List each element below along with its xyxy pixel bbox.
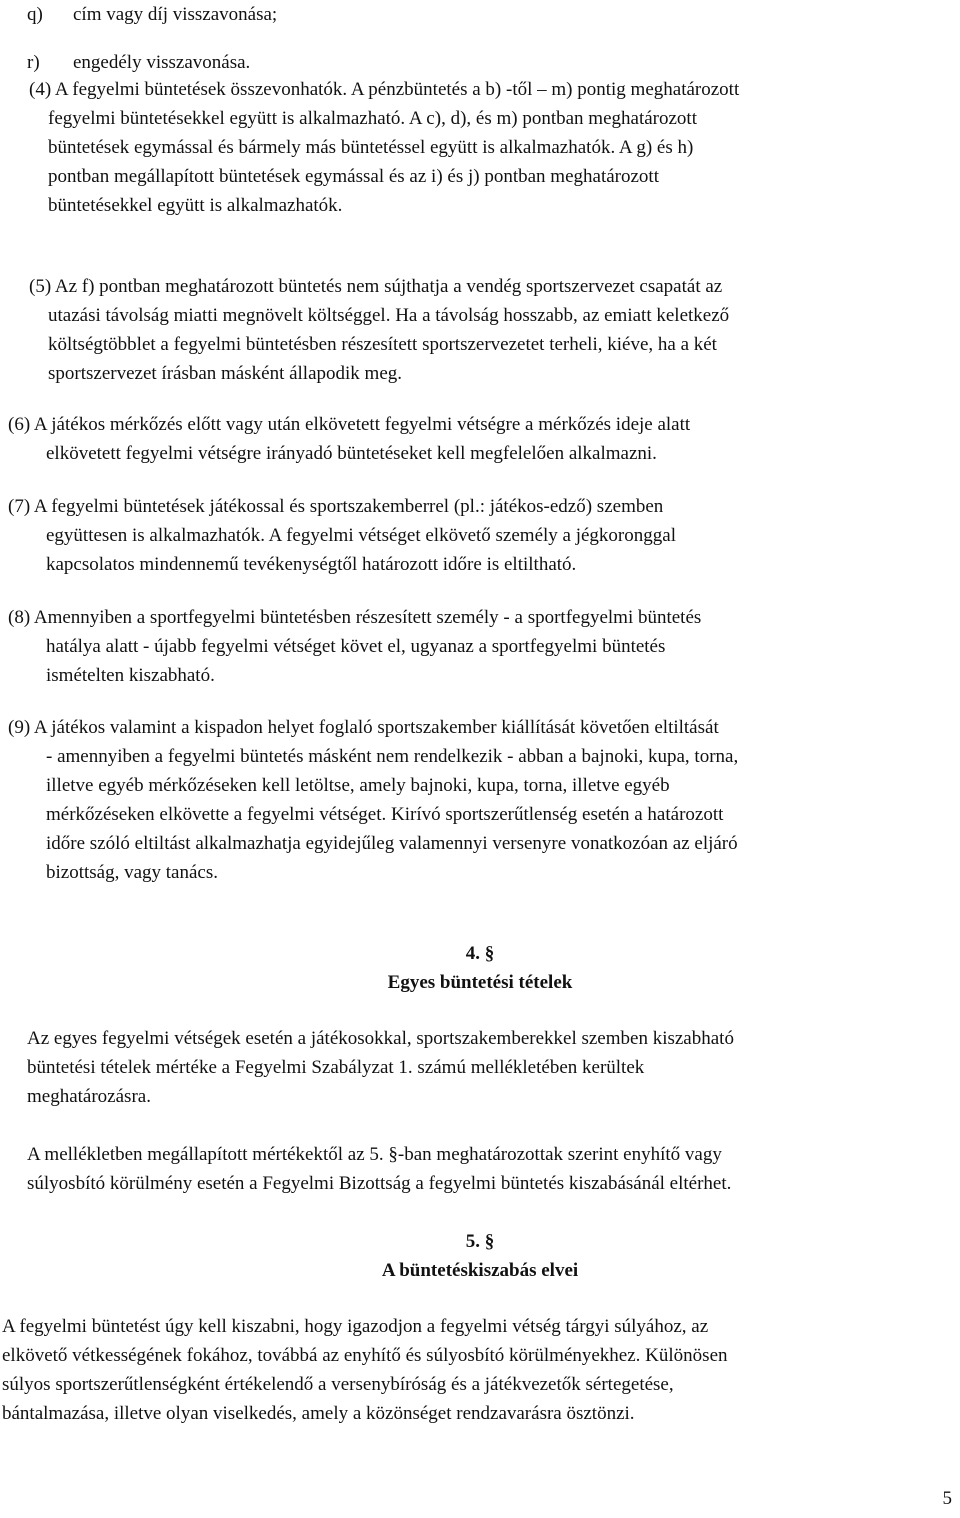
text-line: pontban megállapított büntetések egymással és az i) és j) pontban meghatározott xyxy=(48,166,659,187)
text-line: elkövető vétkességének fokához, továbbá az enyhítő és súlyosbító körülményekhez. Különösen xyxy=(2,1345,728,1366)
text-line: utazási távolság miatti megnövelt költséggel. Ha a távolság hosszabb, az emiatt keletkező xyxy=(48,305,730,326)
section-5-paragraph-1 xyxy=(2,1312,956,1428)
text-line: (7) A fegyelmi büntetések játékossal és sportszakemberrel (pl.: játékos-edző) szemben xyxy=(8,496,664,517)
text-line: súlyos sportszerűtlenségként értékelendő a versenybíróság és a játékvezetők sértegetése, xyxy=(2,1374,674,1395)
paragraph-4 xyxy=(29,75,957,220)
list-text: cím vagy díj visszavonása; xyxy=(73,4,278,25)
text-line: bántalmazása, illetve olyan viselkedés, amely a közönséget rendzavarásra ösztönzi. xyxy=(2,1403,635,1424)
section-title-4: Egyes büntetési tételek xyxy=(387,972,573,993)
text-line: elkövetett fegyelmi vétségre irányadó büntetéseket kell megfelelően alkalmazni. xyxy=(46,443,657,464)
paragraph-6 xyxy=(8,410,936,468)
paragraph-8 xyxy=(8,603,936,690)
text-line: büntetésekkel együtt is alkalmazhatók. xyxy=(48,195,343,216)
text-line: büntetések egymással és bármely más büntetéssel együtt is alkalmazhatók. A g) és h) xyxy=(48,137,694,158)
text-line: sportszervezet írásban másként állapodik meg. xyxy=(48,363,403,384)
paragraph-7 xyxy=(8,492,936,579)
section-number-5: 5. § xyxy=(465,1231,495,1252)
text-line: súlyosbító körülmény esetén a Fegyelmi Bizottság a fegyelmi büntetés kiszabásánál eltérhet. xyxy=(27,1173,732,1194)
text-line: (6) A játékos mérkőzés előtt vagy után elkövetett fegyelmi vétségre a mérkőzés ideje alatt xyxy=(8,414,691,435)
list-item-q xyxy=(27,0,927,29)
paragraph-5 xyxy=(29,272,957,388)
text-line: A fegyelmi büntetést úgy kell kiszabni, hogy igazodjon a fegyelmi vétség tárgyi súlyához, az xyxy=(2,1316,709,1337)
list-item-r xyxy=(27,48,927,77)
text-line: A mellékletben megállapított mértékektől az 5. §-ban meghatározottak szerint enyhítő vagy xyxy=(27,1144,722,1165)
text-line: ismételten kiszabható. xyxy=(46,665,215,686)
section-4-paragraph-2 xyxy=(27,1140,955,1198)
text-line: költségtöbblet a fegyelmi büntetésben részesített sportszervezetet terheli, kiéve, ha a két xyxy=(48,334,717,355)
text-line: bizottság, vagy tanács. xyxy=(46,862,219,883)
text-line: büntetési tételek mértéke a Fegyelmi Szabályzat 1. számú mellékletében kerültek xyxy=(27,1057,645,1078)
section-4-paragraph-1 xyxy=(27,1024,955,1111)
text-line: (9) A játékos valamint a kispadon helyet foglaló sportszakember kiállítását követően eltiltását xyxy=(8,717,719,738)
text-line: mérkőzéseken elkövette a fegyelmi vétséget. Kirívó sportszerűtlenség esetén a határozott xyxy=(46,804,724,825)
text-line: - amennyiben a fegyelmi büntetés másként nem rendelkezik - abban a bajnoki, kupa, torna, xyxy=(46,746,739,767)
list-marker: q) xyxy=(27,4,43,25)
paragraph-9 xyxy=(8,713,936,887)
text-line: (8) Amennyiben a sportfegyelmi büntetésben részesített személy - a sportfegyelmi büntetés xyxy=(8,607,702,628)
text-line: fegyelmi büntetésekkel együtt is alkalmazható. A c), d), és m) pontban meghatározott xyxy=(48,108,697,129)
section-title-5: A büntetéskiszabás elvei xyxy=(381,1260,579,1281)
text-line: együttesen is alkalmazhatók. A fegyelmi vétséget elkövető személy a jégkoronggal xyxy=(46,525,676,546)
text-line: kapcsolatos mindennemű tevékenységtől határozott időre is eltiltható. xyxy=(46,554,577,575)
text-line: hatálya alatt - újabb fegyelmi vétséget követ el, ugyanaz a sportfegyelmi büntetés xyxy=(46,636,666,657)
text-line: időre szóló eltiltást alkalmazhatja egyidejűleg valamennyi versenyre vonatkozóan az eljáró xyxy=(46,833,738,854)
text-line: (5) Az f) pontban meghatározott büntetés nem sújthatja a vendég sportszervezet csapatát az xyxy=(29,276,723,297)
text-line: illetve egyéb mérkőzéseken kell letöltse, amely bajnoki, kupa, torna, illetve egyéb xyxy=(46,775,670,796)
section-number-4: 4. § xyxy=(465,943,495,964)
list-marker: r) xyxy=(27,52,40,73)
page-number: 5 xyxy=(942,1488,952,1509)
text-line: Az egyes fegyelmi vétségek esetén a játékosokkal, sportszakemberekkel szemben kiszabható xyxy=(27,1028,734,1049)
text-line: meghatározásra. xyxy=(27,1086,151,1107)
text-line: (4) A fegyelmi büntetések összevonhatók. A pénzbüntetés a b) -től – m) pontig meghatározott xyxy=(29,79,740,100)
list-text: engedély visszavonása. xyxy=(73,52,251,73)
